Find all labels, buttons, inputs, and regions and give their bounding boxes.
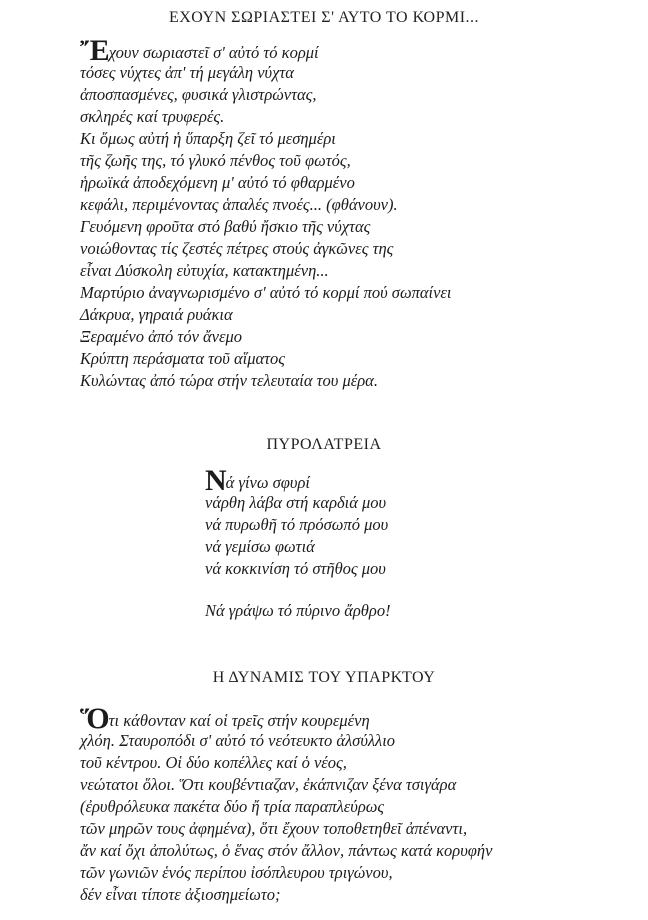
poem-body-1 (80, 34, 452, 392)
poem-line: νά πυρωθῆ τό πρόσωπό μου (205, 515, 389, 534)
drop-cap: Ν (205, 464, 226, 497)
poem-line: ἄν καί ὄχι ἀπολύτως, ὁ ἕνας στόν ἄλλον, πάντως κατά κορυφήν (80, 841, 493, 860)
poem-line: Κυλώντας ἀπό τώρα στήν τελευταία του μέρα. (80, 371, 378, 390)
poem-line: νάρθη λάβα στή καρδιά μου (205, 493, 387, 512)
poem-line: Δάκρυα, γηραιά ρυάκια (80, 305, 233, 324)
poem-line: Γευόμενη φροῦτα στό βαθύ ἤσκιο τῆς νύχτας (80, 217, 371, 236)
poem-body-3 (80, 702, 493, 906)
poem-line: Μαρτύριο ἀναγνωρισμένο σ' αὐτό τό κορμί πού σωπαίνει (80, 283, 452, 302)
drop-cap: Ὅ (80, 702, 109, 735)
poem-line: (ἐρυθρόλευκα πακέτα δύο ἤ τρία παραπλεύρως (80, 797, 385, 816)
poem-line: Κι ὅμως αὐτή ἡ ὕπαρξη ζεῖ τό μεσημέρι (80, 129, 336, 148)
poem-line: τοῦ κέντρου. Οἱ δύο κοπέλλες καί ὁ νέος, (80, 753, 347, 772)
poem-line: ἀποσπασμένες, φυσικά γλιστρώντας, (80, 85, 317, 104)
poem-line: Ἔχουν σωριαστεῖ σ' αὐτό τό κορμί (80, 34, 319, 67)
poem-title-2: ΠΥΡΟΛΑΤΡΕΙΑ (266, 436, 382, 453)
poem-line: νεώτατοι ὅλοι. Ὅτι κουβέντιαζαν, ἐκάπνιζαν ξένα τσιγάρα (80, 775, 457, 794)
poem-line: χλόη. Σταυροπόδι σ' αὐτό τό νεότευκτο ἀλσύλλιο (80, 731, 396, 750)
poem-body-2 (205, 464, 391, 622)
poem-line: Ξεραμένο ἀπό τόν ἄνεμο (80, 327, 243, 346)
poem-line: νά γεμίσω φωτιά (205, 537, 315, 556)
poem-line: τῆς ζωῆς της, τό γλυκό πένθος τοῦ φωτός, (80, 151, 351, 170)
poem-line: Ὅτι κάθονταν καί οἱ τρεῖς στήν κουρεμένη (80, 702, 370, 735)
poem-line: Νά γίνω σφυρί (205, 464, 310, 497)
poem-line: τῶν γωνιῶν ἑνός περίπου ἰσόπλευρου τριγώνου, (80, 863, 393, 882)
poem-line: κεφάλι, περιμένοντας ἁπαλές πνοές... (φθάνουν). (80, 195, 398, 214)
poem-line: τῶν μηρῶν τους ἀφημένα), ὅτι ἔχουν τοποθετηθεῖ ἀπέναντι, (80, 819, 468, 838)
poem-line: εἶναι Δύσκολη εὐτυχία, κατακτημένη... (80, 261, 329, 280)
poem-line: νά κοκκινίση τό στῆθος μου (205, 559, 386, 578)
poem-line: ἡρωϊκά ἀποδεχόμενη μ' αὐτό τό φθαρμένο (80, 173, 355, 192)
poem-line: δέν εἶναι τίποτε ἀξιοσημείωτο; (80, 885, 281, 904)
poem-title-3: Η ΔΥΝΑΜΙΣ ΤΟΥ ΥΠΑΡΚΤΟΥ (212, 669, 436, 686)
poem-closing-line: Νά γράψω τό πύρινο ἄρθρο! (205, 601, 391, 620)
poem-line: σκληρές καί τρυφερές. (80, 107, 225, 126)
drop-cap: Ἔ (80, 34, 109, 67)
poem-title-1: ΕΧΟΥΝ ΣΩΡΙΑΣΤΕΙ Σ' ΑΥΤΟ ΤΟ ΚΟΡΜΙ... (168, 9, 480, 26)
poem-line: τόσες νύχτες ἀπ' τή μεγάλη νύχτα (80, 63, 294, 82)
poem-line: Κρύπτη περάσματα τοῦ αἵματος (80, 349, 285, 368)
poem-line: νοιώθοντας τίς ζεστές πέτρες στούς ἀγκῶνες της (80, 239, 394, 258)
